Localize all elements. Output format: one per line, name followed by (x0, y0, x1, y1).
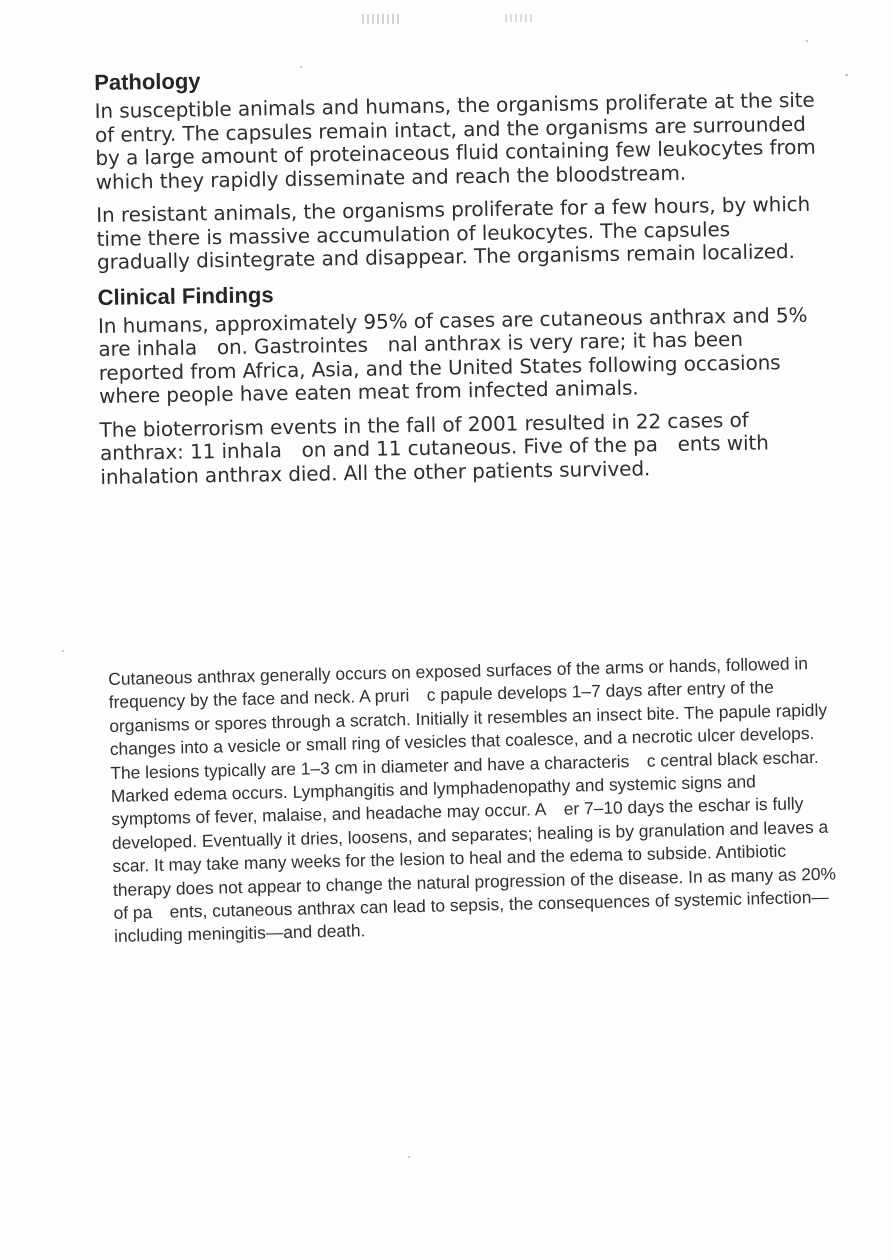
scan-speck (408, 1156, 410, 1158)
pathology-heading: Pathology (94, 68, 201, 95)
scan-speck (806, 40, 808, 42)
pathology-paragraph-1: In susceptible animals and humans, the organisms proliferate at the site of entry. The capsules remain intact, and the organisms are surrounded by a large amount of proteinaceous fluid containing few leukocytes from which they rapidly disseminate and reach the bloodstream. (94, 87, 816, 194)
clinical-findings-heading: Clinical Findings (97, 281, 274, 310)
lower-text-block (108, 651, 842, 948)
clinical-findings-paragraph-1: In humans, approximately 95% of cases are cutaneous anthrax and 5% are inhala on. Gastrointes nal anthrax is very rare; it has been reported from Africa, Asia, and the United States following occasions where people have eaten meat from infected animals. (97, 302, 808, 408)
upper-text-block (94, 59, 831, 499)
scan-artifact (505, 14, 533, 22)
clinical-findings-paragraph-2: The bioterrorism events in the fall of 2001 resulted in 22 cases of anthrax: 11 inhala on and 11 cutaneous. Five of the pa ents with inhalation anthrax died. All the other patients survived. (99, 407, 769, 489)
pathology-paragraph-2: In resistant animals, the organisms proliferate for a few hours, by which time there is massive accumulation of leukocytes. The capsules gradually disintegrate and disappear. The organisms remain localized. (96, 191, 811, 274)
scan-speck (845, 74, 848, 76)
cutaneous-anthrax-paragraph: Cutaneous anthrax generally occurs on exposed surfaces of the arms or hands, followed in frequency by the face and neck. A pruri c papule develops 1–7 days after entry of the organisms or spores through a scratch. Initially it resembles an insect bite. The papule rapidly changes into a vesicle or small ring of vesicles that coalesce, and a necrotic ulcer develops. The lesions typically are 1–3 cm in diameter and have a characteris c central black eschar. Marked edema occurs. Lymphangitis and lymphadenopathy and systemic signs and symptoms of fever, malaise, and headache may occur. A er 7–10 days the eschar is fully developed. Eventually it dries, loosens, and separates; healing is by granulation and leaves a scar. It may take many weeks for the lesion to heal and the edema to subside. Antibiotic therapy does not appear to change the natural progression of the disease. In as many as 20% of pa ents, cutaneous anthrax can lead to sepsis, the consequences of systemic infection—including meningitis—and death. (108, 653, 837, 947)
scan-artifact (362, 14, 402, 24)
scan-speck (62, 650, 64, 652)
